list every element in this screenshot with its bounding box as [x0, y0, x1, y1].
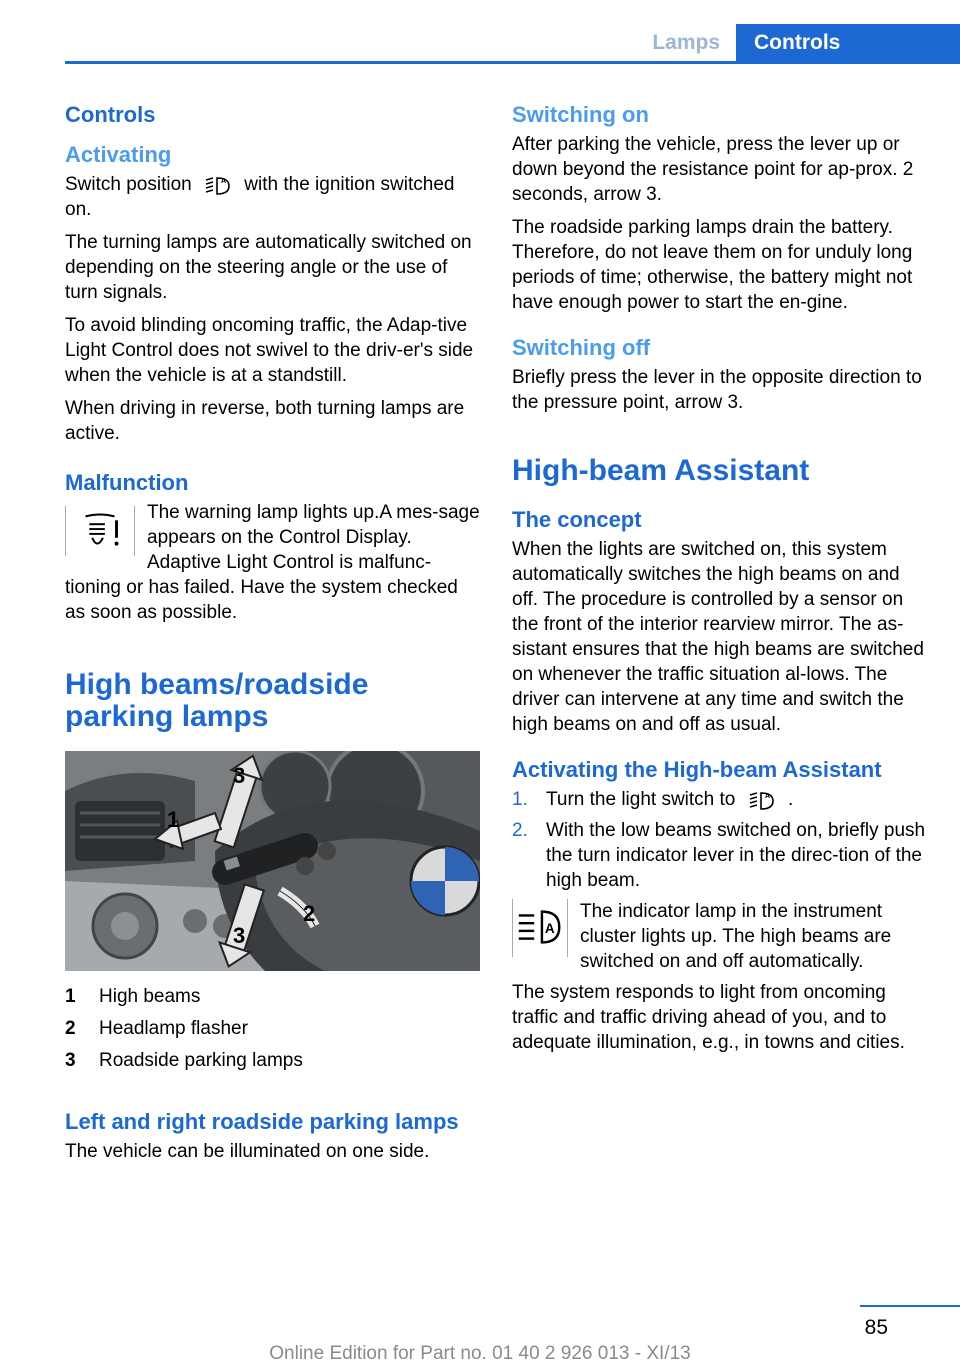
auto-light-icon	[747, 789, 777, 811]
step-item: 1. Turn the light switch to A .	[512, 789, 794, 810]
activating-paragraph-3: To avoid blinding oncoming traffic, the Adap‐tive Light Control does not swivel to the driv‐er's side when the vehicle is at a standstill.	[65, 315, 474, 386]
malfunction-block	[65, 500, 480, 625]
edition-footer: Online Edition for Part no. 01 40 2 926 013 - XI/13	[269, 1343, 691, 1364]
figure-legend	[65, 981, 480, 1077]
tab-lamps: Lamps	[652, 30, 720, 54]
activating-paragraph-2: The turning lamps are automatically switched on depending on the steering angle or the use of turn signals.	[65, 232, 472, 303]
left-right-parking-text: The vehicle can be illuminated on one side.	[65, 1141, 430, 1162]
legend-item: 1 High beams	[65, 986, 201, 1007]
page-number: 85	[864, 1316, 888, 1339]
high-beam-assistant-heading: High-beam Assistant	[512, 454, 810, 487]
concept-heading: The concept	[512, 507, 642, 532]
adaptive-light-warning-icon	[65, 506, 135, 556]
indicator-text: The indicator lamp in the instrument cluster lights up. The high beams are switched on and off automatically.	[580, 901, 892, 972]
legend-item: 3 Roadside parking lamps	[65, 1050, 303, 1071]
left-right-parking-heading: Left and right roadside parking lamps	[65, 1109, 459, 1134]
legend-item: 2 Headlamp flasher	[65, 1018, 248, 1039]
controls-heading: Controls	[65, 102, 156, 127]
svg-text:A: A	[221, 177, 227, 185]
svg-text:A: A	[544, 920, 555, 936]
activating-paragraph-4: When driving in reverse, both turning lamps are active.	[65, 398, 465, 444]
activation-steps	[512, 787, 926, 893]
concept-paragraph: When the lights are switched on, this system automatically switches the high beams on and off. The procedure is controlled by a sensor on the front of the interior rearview mirror. The as‐sistant ensures that the high beams are switched on whenever the traffic situation al‐lows. The driver can intervene at any time and switch the high beams on and off as usual.	[512, 539, 924, 735]
svg-text:A: A	[764, 792, 770, 800]
switching-on-paragraph-1: After parking the vehicle, press the lever up or down beyond the resistance point for ap‐prox. 2 seconds, arrow 3.	[512, 134, 914, 205]
activating-hba-heading: Activating the High-beam Assistant	[512, 757, 882, 782]
tab-controls: Controls	[736, 24, 960, 61]
page-header	[0, 0, 960, 64]
footer-rule	[860, 1305, 960, 1307]
activating-heading: Activating	[65, 142, 172, 167]
svg-text:3: 3	[233, 763, 246, 788]
svg-text:3: 3	[233, 923, 246, 948]
high-beam-assistant-indicator-icon	[512, 899, 568, 957]
right-column	[512, 100, 926, 1063]
auto-light-icon	[203, 174, 233, 196]
switching-off-paragraph: Briefly press the lever in the opposite direction to the pressure point, arrow 3.	[512, 367, 922, 413]
lever-figure	[65, 751, 480, 971]
lever-illustration	[65, 751, 480, 971]
switching-on-paragraph-2: The roadside parking lamps drain the battery. Therefore, do not leave them on for unduly long periods of time; otherwise, the battery might not have enough power to start the en‐gine.	[512, 217, 913, 313]
svg-text:1: 1	[167, 807, 180, 832]
switching-on-heading: Switching on	[512, 102, 649, 127]
switching-off-heading: Switching off	[512, 335, 651, 360]
high-beams-heading: High beams/roadside parking lamps	[65, 668, 369, 733]
responds-paragraph: The system responds to light from oncoming traffic and traffic driving ahead of you, and to adequate illumination, e.g., in towns and cities.	[512, 982, 905, 1053]
header-rule	[65, 61, 960, 64]
malfunction-heading: Malfunction	[65, 470, 189, 495]
svg-text:2: 2	[303, 901, 316, 926]
indicator-block	[512, 899, 926, 974]
left-column	[65, 100, 480, 1172]
step-item: 2. With the low beams switched on, briefly push the turn indicator lever in the direc‐tion of the high beam.	[512, 820, 926, 891]
activating-paragraph-1: Switch position A with the ignition switched on.	[65, 174, 455, 220]
malfunction-text: The warning lamp lights up.A mes‐sage appears on the Control Display. Adaptive Light Control is malfunc‐tioning or has failed. Have the system checked as soon as possible.	[65, 502, 480, 623]
